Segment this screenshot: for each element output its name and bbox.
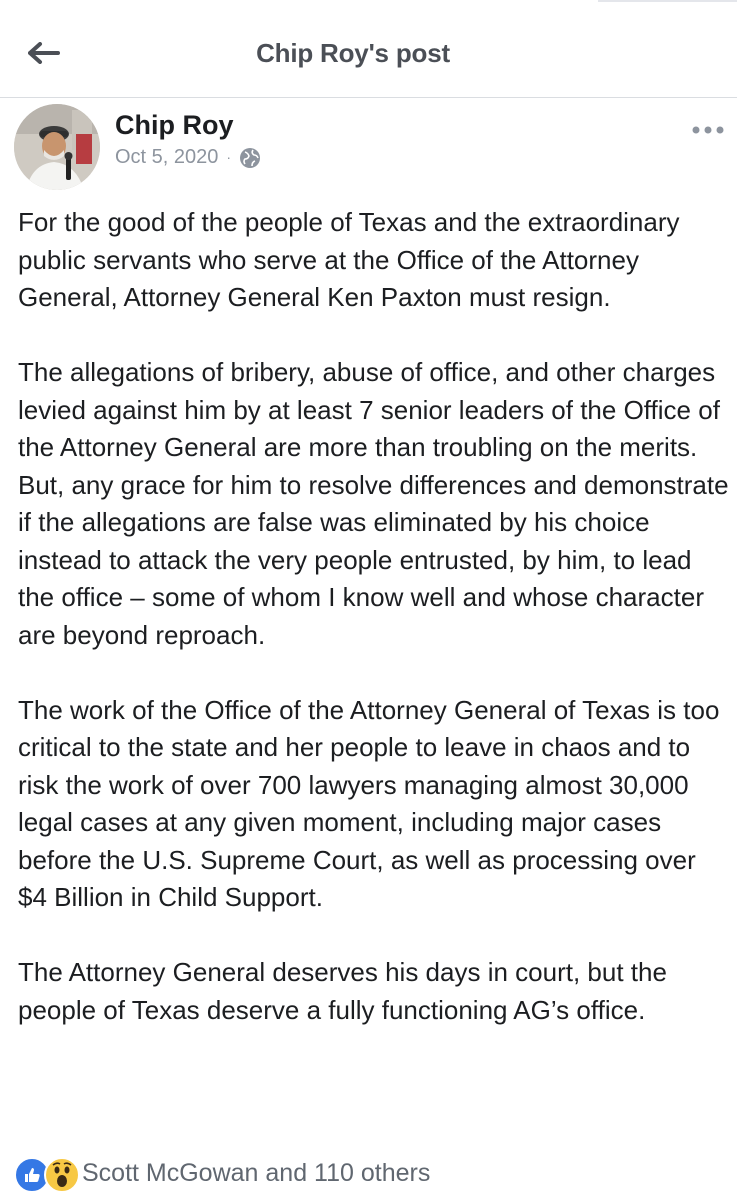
post-date[interactable]: Oct 5, 2020 <box>115 146 219 168</box>
reaction-count-text[interactable]: Scott McGowan and 110 others <box>82 1158 431 1187</box>
author-name[interactable]: Chip Roy <box>115 110 234 140</box>
post-paragraph: The Attorney General deserves his days in court, but the people of Texas deserve a fully functioning AG’s office. <box>18 957 675 1025</box>
post-paragraph: The allegations of bribery, abuse of office, and other charges levied against him by at least 7 senior leaders of the Office of the Attorney General are more than troubling on the merits. But, any grace for him to resolve differences and demonstrate if the allegations are false was eliminated by his choice instead to attack the very people entrusted, by him, to lead the office – some of whom I know well and whose character are beyond reproach. <box>18 357 736 650</box>
profile-photo-icon <box>14 104 100 190</box>
meta-separator: · <box>226 148 232 165</box>
more-horizontal-icon <box>691 125 725 135</box>
globe-icon <box>239 147 261 169</box>
wow-reaction-icon <box>44 1157 80 1193</box>
avatar[interactable] <box>14 104 100 190</box>
reaction-icons <box>14 1155 80 1191</box>
reactions-summary[interactable] <box>14 1154 430 1192</box>
post-header <box>0 98 737 198</box>
post-paragraph: For the good of the people of Texas and the extraordinary public servants who serve at the Office of the Attorney General, Attorney General Ken Paxton must resign. <box>18 207 687 312</box>
post-meta <box>115 146 261 169</box>
top-navigation-bar <box>0 0 737 98</box>
post-text <box>18 204 736 1067</box>
page-title: Chip Roy's post <box>256 38 450 68</box>
more-options-button[interactable] <box>688 118 728 142</box>
post-paragraph: The work of the Office of the Attorney General of Texas is too critical to the state and her people to leave in chaos and to risk the work of over 700 lawyers managing almost 30,000 legal cases at any given moment, including major cases before the U.S. Supreme Court, as well as processing over $4 Billion in Child Support. <box>18 694 727 912</box>
top-edge-line <box>598 0 737 2</box>
